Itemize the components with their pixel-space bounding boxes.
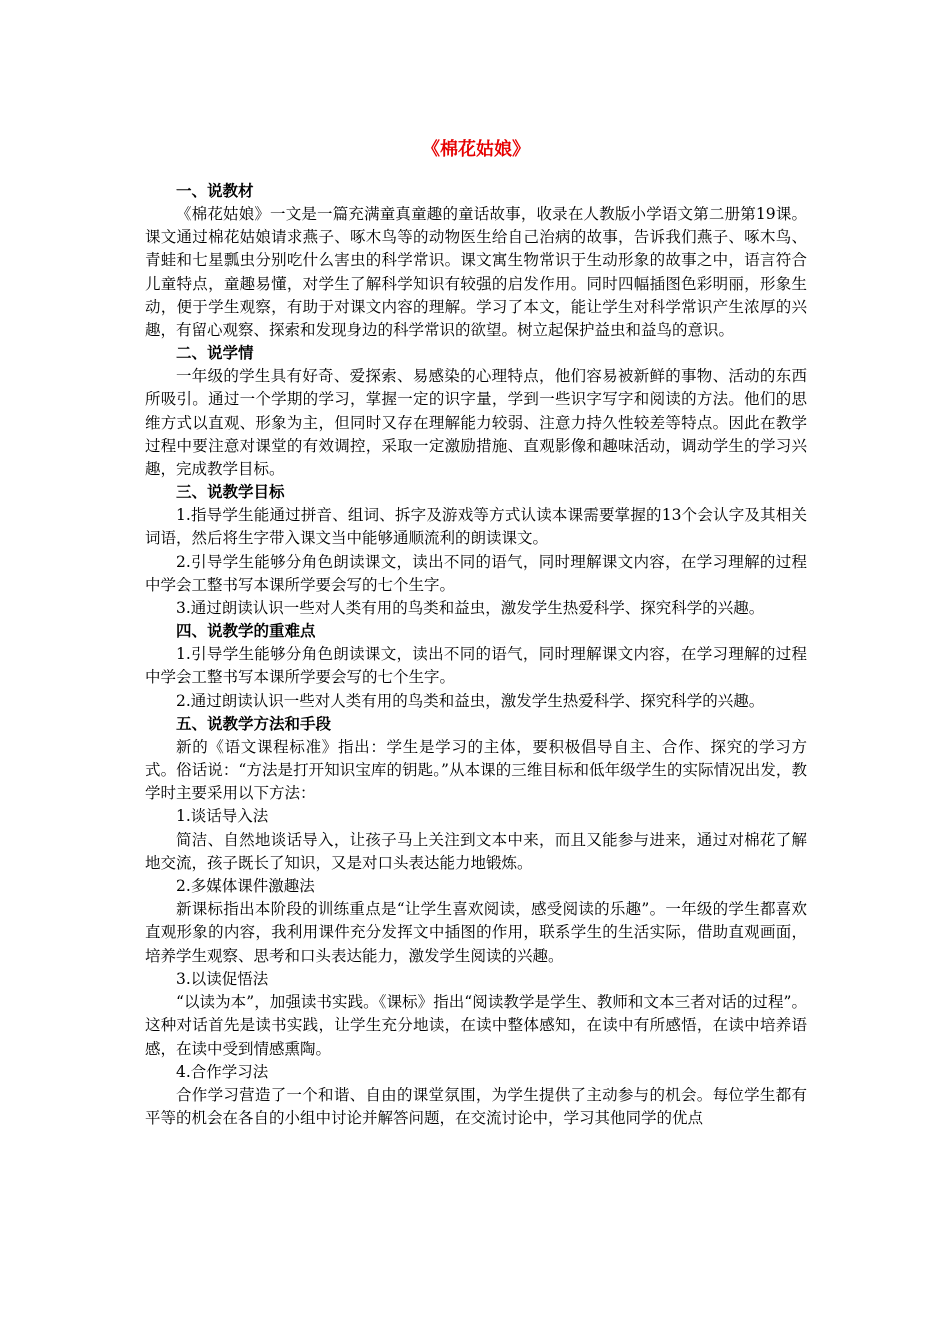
section-heading: 二、说学情 [176,344,254,363]
section-heading: 一、说教材 [176,182,254,200]
section-key-points [145,620,807,713]
method-title: 4.合作学习法 [176,1062,269,1081]
section-textbook [145,180,807,342]
paragraph: 合作学习营造了一个和谐、自由的课堂氛围，为学生提供了主动参与的机会。每位学生都有平等的机会在各自的小组中讨论并解答问题，在交流讨论中，学习其他同学的优点 [145,1085,807,1128]
section-heading: 三、说教学目标 [176,483,285,502]
paragraph: 3.通过朗读认识一些对人类有用的鸟类和益虫，激发学生热爱科学、探究科学的兴趣。 [176,599,765,618]
paragraph: 新课标指出本阶段的训练重点是“让学生喜欢阅读，感受阅读的乐趣”。一年级的学生都喜欢直观形象的内容，我利用课件充分发挥文中插图的作用，联系学生的生活实际，借助直观画面，培养学生观察、思考和口头表达能力，激发学生阅读的兴趣。 [145,900,807,965]
paragraph: 一年级的学生具有好奇、爱探索、易感染的心理特点，他们容易被新鲜的事物、活动的东西所吸引。通过一个学期的学习，掌握一定的识字量，学到一些识字写字和阅读的方法。他们的思维方式以直观、形象为主，但同时又存在理解能力较弱、注意力持久性较差等特点。因此在教学过程中要注意对课堂的有效调控，采取一定激励措施、直观影像和趣味活动，调动学生的学习兴趣，完成教学目标。 [145,367,807,479]
document-page [145,138,807,1130]
paragraph: 《棉花姑娘》一文是一篇充满童真童趣的童话故事，收录在人教版小学语文第二册第19课。课文通过棉花姑娘请求燕子、啄木鸟等的动物医生给自己治病的故事，告诉我们燕子、啄木鸟、青蛙和七星瓢虫分别吃什么害虫的科学常识。课文寓生物常识于生动形象的故事之中，语言符合儿童特点，童趣易懂，对学生了解科学知识有较强的启发作用。同时四幅插图色彩明丽，形象生动，便于学生观察，有助于对课文内容的理解。学习了本文，能让学生对科学常识产生浓厚的兴趣，有留心观察、探索和发现身边的科学常识的欲望。树立起保护益虫和益鸟的意识。 [145,205,807,340]
paragraph: 2.通过朗读认识一些对人类有用的鸟类和益虫，激发学生热爱科学、探究科学的兴趣。 [176,691,765,710]
paragraph: 新的《语文课程标准》指出：学生是学习的主体，要积极倡导自主、合作、探究的学习方式。俗话说：“方法是打开知识宝库的钥匙。”从本课的三维目标和低年级学生的实际情况出发，教学时主要采用以下方法： [145,737,807,803]
section-heading: 五、说教学方法和手段 [176,714,332,733]
method-title: 2.多媒体课件激趣法 [176,877,315,896]
paragraph: 1.指导学生能通过拼音、组词、拆字及游戏等方式认读本课需要掌握的13个会认字及其相关词语，然后将生字带入课文当中能够通顺流利的朗读课文。 [145,506,807,548]
paragraph: 简洁、自然地谈话导入，让孩子马上关注到文本中来，而且又能参与进来，通过对棉花了解地交流，孩子既长了知识，又是对口头表达能力地锻炼。 [145,830,807,872]
paragraph: 1.引导学生能够分角色朗读课文，读出不同的语气，同时理解课文内容，在学习理解的过程中学会工整书写本课所学要会写的七个生字。 [145,645,807,687]
section-learners [145,342,807,481]
method-title: 1.谈话导入法 [176,807,269,826]
document-title: 《棉花姑娘》 [422,139,530,160]
paragraph: 2.引导学生能够分角色朗读课文，读出不同的语气，同时理解课文内容，在学习理解的过程中学会工整书写本课所学要会写的七个生字。 [145,552,807,594]
section-objectives [145,481,807,620]
method-title: 3.以读促悟法 [176,969,269,988]
section-heading: 四、说教学的重难点 [176,622,316,641]
paragraph: “以读为本”，加强读书实践。《课标》指出“阅读教学是学生、教师和文本三者对话的过程”。这种对话首先是读书实践，让学生充分地读，在读中整体感知，在读中有所感悟，在读中培养语感，在读中受到情感熏陶。 [145,993,807,1058]
section-methods [145,713,807,1130]
